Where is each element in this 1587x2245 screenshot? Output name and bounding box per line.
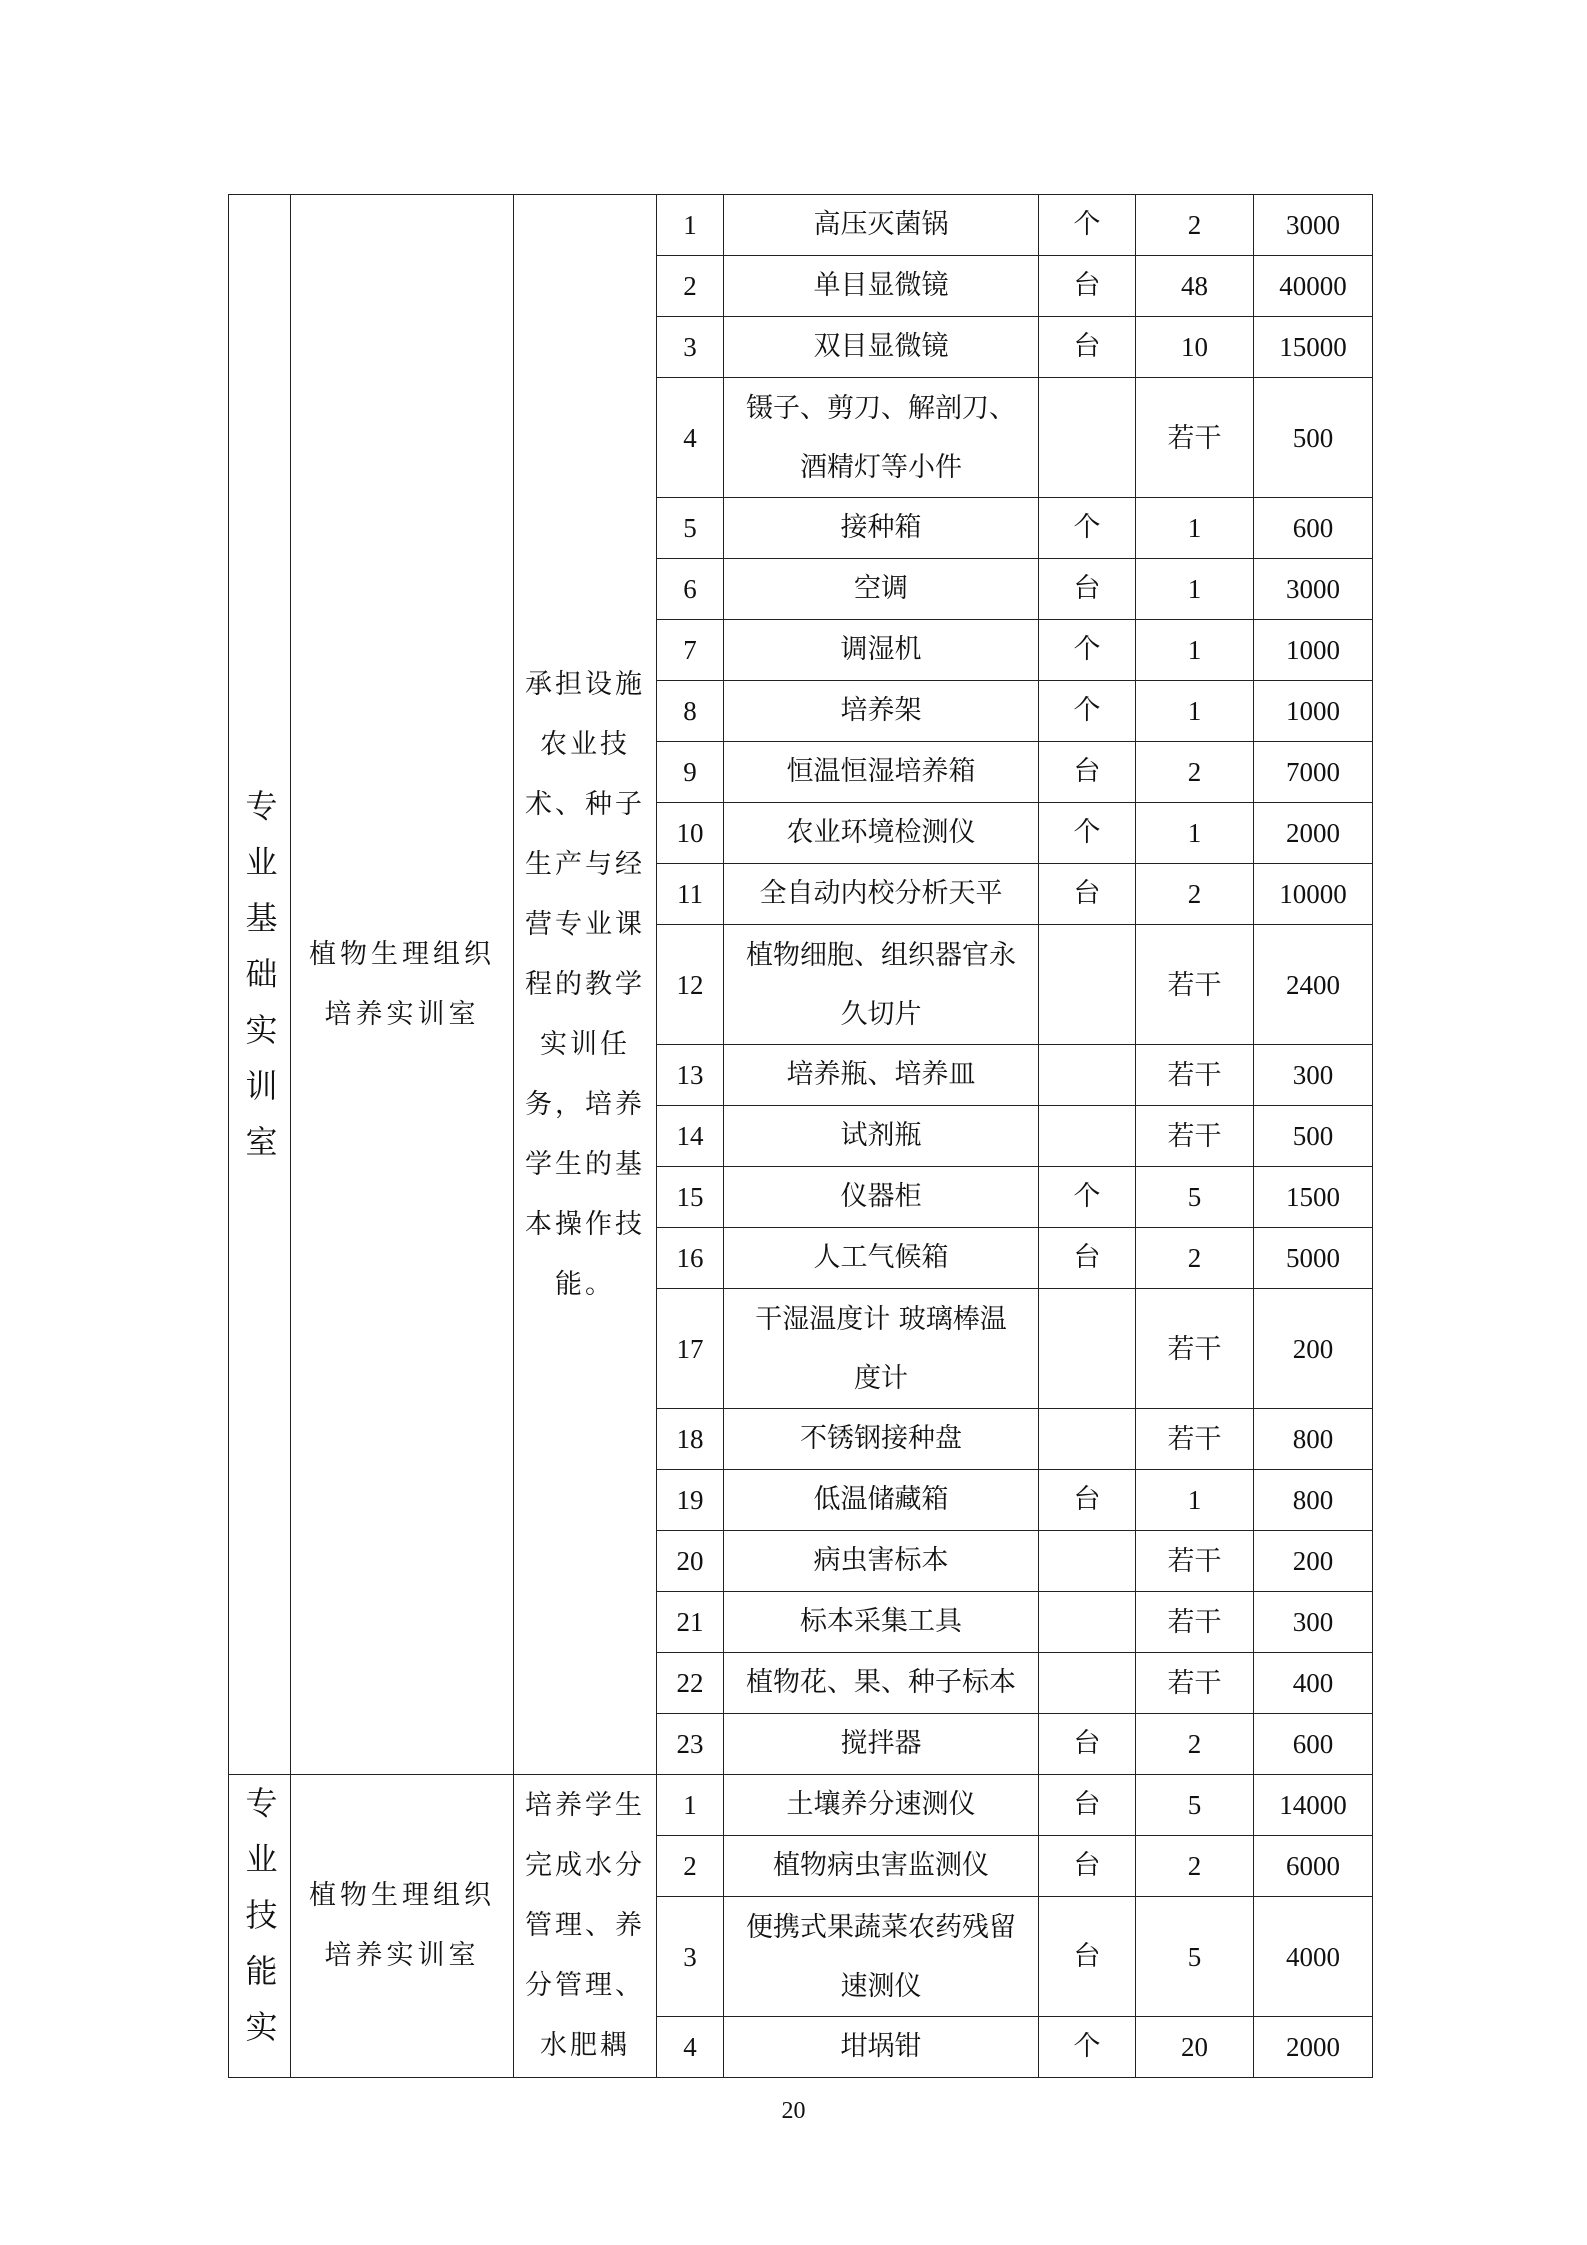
item-unit: 台 — [1039, 1714, 1136, 1775]
item-quantity: 1 — [1136, 620, 1254, 681]
item-quantity: 若干 — [1136, 1653, 1254, 1714]
table-row — [229, 195, 1373, 256]
item-unit: 台 — [1039, 317, 1136, 378]
task-line: 水肥耦 — [540, 2030, 630, 2061]
room-cell — [291, 195, 514, 1775]
item-number: 3 — [657, 317, 724, 378]
item-unit: 个 — [1039, 195, 1136, 256]
item-name-line: 空调 — [854, 573, 908, 604]
item-quantity: 若干 — [1136, 1106, 1254, 1167]
item-number: 2 — [657, 256, 724, 317]
item-name — [724, 1228, 1039, 1289]
item-name-line: 标本采集工具 — [800, 1606, 962, 1637]
item-name-line: 高压灭菌锅 — [813, 209, 949, 240]
item-quantity: 5 — [1136, 1167, 1254, 1228]
item-unit: 台 — [1039, 1897, 1136, 2017]
item-number: 4 — [657, 2017, 724, 2078]
item-quantity: 48 — [1136, 256, 1254, 317]
item-name-line: 双目显微镜 — [813, 331, 949, 362]
item-unit: 个 — [1039, 1167, 1136, 1228]
item-number: 7 — [657, 620, 724, 681]
item-price: 2000 — [1254, 803, 1373, 864]
item-quantity: 1 — [1136, 1470, 1254, 1531]
item-number: 17 — [657, 1289, 724, 1409]
item-price: 5000 — [1254, 1228, 1373, 1289]
task-line: 务，培养 — [525, 1088, 645, 1120]
item-name-line: 恒温恒湿培养箱 — [786, 756, 976, 787]
task-line: 管理、养 — [525, 1910, 645, 1941]
item-quantity: 2 — [1136, 1836, 1254, 1897]
item-unit: 个 — [1039, 2017, 1136, 2078]
table-row — [229, 1775, 1373, 1836]
item-name-line: 不锈钢接种盘 — [800, 1423, 962, 1454]
item-price: 600 — [1254, 1714, 1373, 1775]
item-name-line: 农业环境检测仪 — [786, 817, 976, 848]
item-name-line: 便携式果蔬菜农药残留 — [746, 1911, 1016, 1943]
room-name-line: 培养实训室 — [324, 998, 480, 1030]
equipment-table-body — [229, 195, 1373, 2078]
item-unit: 个 — [1039, 620, 1136, 681]
item-price: 1000 — [1254, 620, 1373, 681]
item-number: 12 — [657, 925, 724, 1045]
task-line: 营专业课 — [525, 908, 645, 940]
item-price: 2000 — [1254, 2017, 1373, 2078]
item-number: 15 — [657, 1167, 724, 1228]
item-number: 6 — [657, 559, 724, 620]
item-number: 19 — [657, 1470, 724, 1531]
item-price: 800 — [1254, 1409, 1373, 1470]
item-unit: 台 — [1039, 742, 1136, 803]
item-name — [724, 559, 1039, 620]
item-name-line: 植物细胞、组织器官永 — [746, 939, 1016, 971]
item-quantity: 1 — [1136, 498, 1254, 559]
item-quantity: 1 — [1136, 559, 1254, 620]
item-price: 10000 — [1254, 864, 1373, 925]
item-price: 2400 — [1254, 925, 1373, 1045]
item-name-line: 接种箱 — [840, 512, 922, 543]
task-line: 程的教学 — [525, 968, 645, 1000]
item-quantity: 若干 — [1136, 925, 1254, 1045]
item-unit: 台 — [1039, 1228, 1136, 1289]
task-line: 分管理、 — [525, 1970, 645, 2001]
item-name-line: 久切片 — [840, 998, 922, 1030]
item-quantity: 1 — [1136, 803, 1254, 864]
category-label: 专业技能实 — [240, 1786, 279, 2066]
item-name-line: 培养瓶、培养皿 — [786, 1059, 976, 1090]
item-price: 800 — [1254, 1470, 1373, 1531]
item-name — [724, 1714, 1039, 1775]
item-unit: 台 — [1039, 1470, 1136, 1531]
item-quantity: 2 — [1136, 1714, 1254, 1775]
task-line: 生产与经 — [525, 848, 645, 880]
item-number: 3 — [657, 1897, 724, 2017]
task-line: 学生的基 — [525, 1148, 645, 1180]
item-price: 1500 — [1254, 1167, 1373, 1228]
item-quantity: 5 — [1136, 1897, 1254, 2017]
item-unit — [1039, 378, 1136, 498]
item-quantity: 若干 — [1136, 1289, 1254, 1409]
task-cell — [514, 195, 657, 1775]
item-number: 13 — [657, 1045, 724, 1106]
item-unit: 台 — [1039, 1836, 1136, 1897]
item-unit: 台 — [1039, 864, 1136, 925]
item-name — [724, 742, 1039, 803]
item-name-line: 酒精灯等小件 — [800, 451, 962, 483]
item-name-line: 度计 — [854, 1362, 908, 1394]
item-quantity: 若干 — [1136, 1409, 1254, 1470]
item-number: 22 — [657, 1653, 724, 1714]
item-number: 20 — [657, 1531, 724, 1592]
task-line: 能。 — [555, 1268, 615, 1300]
item-unit — [1039, 1106, 1136, 1167]
item-name — [724, 1409, 1039, 1470]
item-unit — [1039, 1531, 1136, 1592]
item-price: 500 — [1254, 378, 1373, 498]
item-quantity: 20 — [1136, 2017, 1254, 2078]
item-quantity: 若干 — [1136, 1592, 1254, 1653]
item-number: 16 — [657, 1228, 724, 1289]
item-number: 1 — [657, 1775, 724, 1836]
item-name — [724, 1653, 1039, 1714]
task-line: 培养学生 — [525, 1790, 645, 1821]
item-price: 200 — [1254, 1531, 1373, 1592]
item-name — [724, 681, 1039, 742]
item-name — [724, 1045, 1039, 1106]
item-price: 14000 — [1254, 1775, 1373, 1836]
item-unit — [1039, 1289, 1136, 1409]
item-name-line: 培养架 — [840, 695, 922, 726]
item-unit — [1039, 1653, 1136, 1714]
item-price: 200 — [1254, 1289, 1373, 1409]
item-unit: 个 — [1039, 681, 1136, 742]
item-quantity: 若干 — [1136, 1045, 1254, 1106]
item-number: 14 — [657, 1106, 724, 1167]
item-name-line: 仪器柜 — [840, 1181, 922, 1212]
item-unit: 个 — [1039, 498, 1136, 559]
item-name-line: 试剂瓶 — [840, 1120, 922, 1151]
item-price: 500 — [1254, 1106, 1373, 1167]
room-name-line: 植物生理组织 — [309, 938, 495, 970]
task-line: 术、种子 — [525, 788, 645, 820]
item-name — [724, 1470, 1039, 1531]
item-name-line: 镊子、剪刀、解剖刀、 — [746, 392, 1016, 424]
item-number: 5 — [657, 498, 724, 559]
item-unit — [1039, 1045, 1136, 1106]
item-number: 21 — [657, 1592, 724, 1653]
item-price: 7000 — [1254, 742, 1373, 803]
item-price: 400 — [1254, 1653, 1373, 1714]
item-name-line: 调湿机 — [840, 634, 922, 665]
task-line: 农业技 — [540, 728, 630, 760]
item-unit: 台 — [1039, 256, 1136, 317]
item-name — [724, 1897, 1039, 2017]
item-price: 4000 — [1254, 1897, 1373, 2017]
item-quantity: 2 — [1136, 195, 1254, 256]
task-line: 完成水分 — [525, 1850, 645, 1881]
item-unit: 个 — [1039, 803, 1136, 864]
item-quantity: 2 — [1136, 742, 1254, 803]
item-name — [724, 1167, 1039, 1228]
item-name — [724, 2017, 1039, 2078]
item-name-line: 坩埚钳 — [840, 2031, 922, 2062]
item-number: 1 — [657, 195, 724, 256]
item-name — [724, 498, 1039, 559]
category-cell — [229, 1775, 291, 2078]
item-number: 10 — [657, 803, 724, 864]
item-price: 1000 — [1254, 681, 1373, 742]
category-label: 专业基础实训室 — [240, 788, 279, 1181]
task-cell — [514, 1775, 657, 2078]
item-price: 300 — [1254, 1045, 1373, 1106]
item-name-line: 单目显微镜 — [813, 270, 949, 301]
item-quantity: 2 — [1136, 864, 1254, 925]
item-price: 15000 — [1254, 317, 1373, 378]
item-quantity: 若干 — [1136, 378, 1254, 498]
task-line: 本操作技 — [525, 1208, 645, 1240]
item-price: 3000 — [1254, 195, 1373, 256]
item-unit: 台 — [1039, 1775, 1136, 1836]
item-number: 11 — [657, 864, 724, 925]
item-name-line: 低温储藏箱 — [813, 1484, 949, 1515]
category-cell — [229, 195, 291, 1775]
item-quantity: 1 — [1136, 681, 1254, 742]
item-price: 40000 — [1254, 256, 1373, 317]
item-name-line: 全自动内校分析天平 — [759, 878, 1003, 909]
room-cell — [291, 1775, 514, 2078]
room-name-line: 植物生理组织 — [309, 1880, 495, 1911]
item-name — [724, 1592, 1039, 1653]
item-name — [724, 195, 1039, 256]
item-name — [724, 1531, 1039, 1592]
item-name-line: 植物花、果、种子标本 — [746, 1667, 1016, 1698]
task-line: 承担设施 — [525, 668, 645, 700]
item-number: 8 — [657, 681, 724, 742]
item-quantity: 5 — [1136, 1775, 1254, 1836]
room-name-line: 培养实训室 — [324, 1940, 480, 1971]
item-price: 6000 — [1254, 1836, 1373, 1897]
item-name-line: 植物病虫害监测仪 — [773, 1850, 989, 1881]
task-line: 实训任 — [540, 1028, 630, 1060]
item-name — [724, 1289, 1039, 1409]
item-name-line: 速测仪 — [840, 1970, 922, 2002]
item-name — [724, 925, 1039, 1045]
item-number: 2 — [657, 1836, 724, 1897]
item-name-line: 搅拌器 — [840, 1728, 922, 1759]
item-unit — [1039, 925, 1136, 1045]
item-number: 9 — [657, 742, 724, 803]
item-number: 18 — [657, 1409, 724, 1470]
item-name — [724, 803, 1039, 864]
item-name-line: 人工气候箱 — [813, 1242, 949, 1273]
item-name — [724, 1836, 1039, 1897]
item-unit — [1039, 1592, 1136, 1653]
item-name — [724, 317, 1039, 378]
item-quantity: 2 — [1136, 1228, 1254, 1289]
item-name-line: 病虫害标本 — [813, 1545, 949, 1576]
item-unit: 台 — [1039, 559, 1136, 620]
item-name — [724, 378, 1039, 498]
equipment-table — [228, 194, 1373, 2078]
item-name — [724, 620, 1039, 681]
item-quantity: 若干 — [1136, 1531, 1254, 1592]
page-number: 20 — [781, 2098, 806, 2124]
item-number: 4 — [657, 378, 724, 498]
item-name — [724, 864, 1039, 925]
item-price: 600 — [1254, 498, 1373, 559]
item-number: 23 — [657, 1714, 724, 1775]
item-unit — [1039, 1409, 1136, 1470]
item-price: 3000 — [1254, 559, 1373, 620]
item-price: 300 — [1254, 1592, 1373, 1653]
item-name — [724, 1106, 1039, 1167]
item-name-line: 土壤养分速测仪 — [786, 1789, 976, 1820]
item-name — [724, 1775, 1039, 1836]
item-name — [724, 256, 1039, 317]
item-name-line: 干湿温度计 玻璃棒温 — [755, 1303, 1007, 1335]
item-quantity: 10 — [1136, 317, 1254, 378]
